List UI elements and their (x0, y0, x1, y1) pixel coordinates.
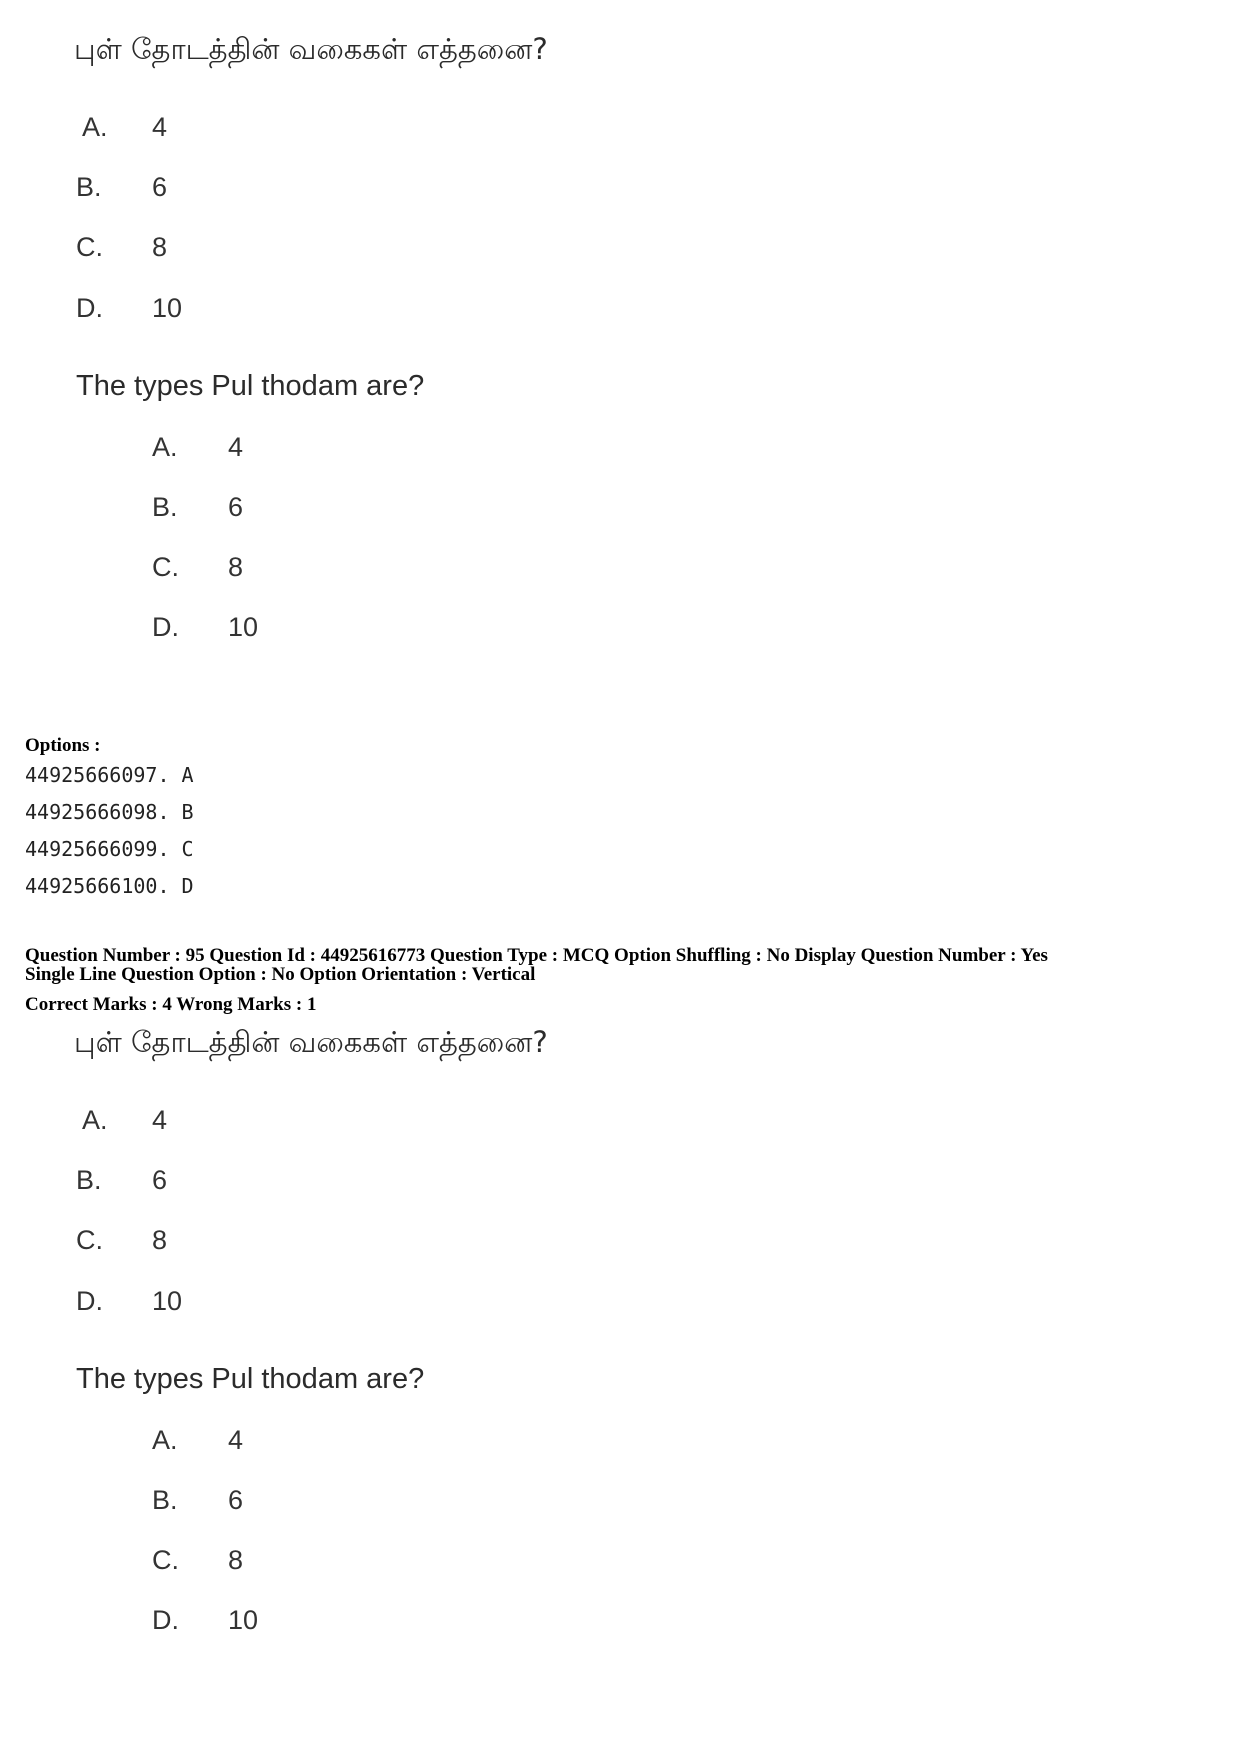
option-letter: D. (76, 293, 103, 323)
option-value: 10 (152, 293, 183, 323)
option-letter: C. (76, 232, 103, 262)
option-letter: D. (152, 1605, 179, 1635)
option-value: 10 (228, 1605, 259, 1635)
option-letter: D. (152, 612, 179, 642)
tamil-question: புள் தோடத்தின் வகைகள் எத்தனை? (74, 32, 548, 66)
option-value: 8 (228, 1545, 244, 1575)
option-letter: A. (152, 432, 178, 462)
tamil-question: புள் தோடத்தின் வகைகள் எத்தனை? (74, 1025, 548, 1059)
option-id: 44925666100. D (25, 874, 194, 898)
option-value: 6 (152, 1165, 168, 1195)
option-value: 4 (152, 112, 168, 142)
option-letter: B. (76, 1165, 102, 1195)
question-marks: Correct Marks : 4 Wrong Marks : 1 (25, 994, 317, 1015)
option-letter: B. (152, 1485, 178, 1515)
option-id: 44925666097. A (25, 763, 194, 787)
option-letter: B. (76, 172, 102, 202)
option-value: 10 (152, 1286, 183, 1316)
question-meta-line2: Single Line Question Option : No Option Orientation : Vertical (25, 964, 536, 985)
option-letter: C. (152, 552, 179, 582)
option-letter: A. (152, 1425, 178, 1455)
option-value: 6 (228, 492, 244, 522)
option-letter: D. (76, 1286, 103, 1316)
english-question: The types Pul thodam are? (76, 370, 425, 402)
option-value: 4 (228, 432, 244, 462)
option-value: 10 (228, 612, 259, 642)
option-value: 4 (228, 1425, 244, 1455)
option-letter: B. (152, 492, 178, 522)
question-meta-line1: Question Number : 95 Question Id : 44925616773 Question Type : MCQ Option Shuffling : No Display Question Number : Yes (25, 945, 1048, 966)
option-value: 8 (228, 552, 244, 582)
option-value: 8 (152, 232, 168, 262)
option-value: 8 (152, 1225, 168, 1255)
option-value: 6 (152, 172, 168, 202)
option-letter: A. (82, 1105, 108, 1135)
option-id: 44925666098. B (25, 800, 194, 824)
options-heading: Options : (25, 735, 101, 756)
option-letter: C. (152, 1545, 179, 1575)
english-question: The types Pul thodam are? (76, 1363, 425, 1395)
option-letter: C. (76, 1225, 103, 1255)
option-letter: A. (82, 112, 108, 142)
option-value: 6 (228, 1485, 244, 1515)
option-id: 44925666099. C (25, 837, 194, 861)
option-value: 4 (152, 1105, 168, 1135)
